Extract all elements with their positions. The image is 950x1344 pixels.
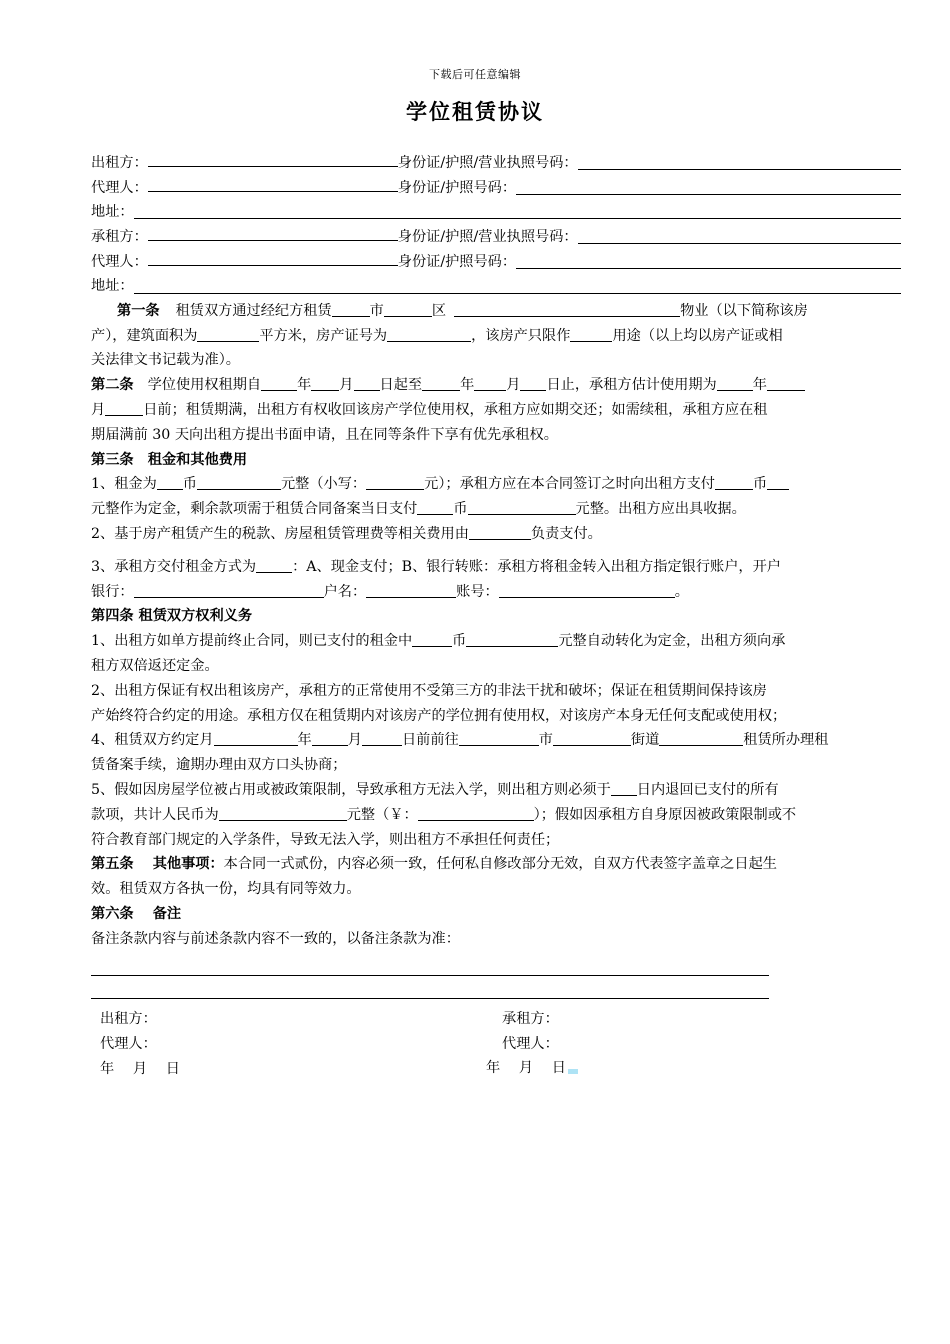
article-6-text: 备注条款内容与前述条款内容不一致的，以备注条款为准： <box>91 930 460 947</box>
deposit-currency-blank[interactable] <box>715 473 753 490</box>
article-4-p5-line-2: 款项，共计人民币为 元整（￥： ）；假如因承租方自身原因被政策限制或不 <box>91 803 901 828</box>
lessee-blank[interactable] <box>148 224 398 241</box>
lessee-address-blank[interactable] <box>134 277 901 294</box>
lessor-label: 出租方： <box>91 155 148 171</box>
article-4-p5-line-1: 5、假如因房屋学位被占用或被政策限制，导致承租方无法入学，则出租方则必须于 日内退回已支付的所有 <box>91 778 901 803</box>
article-4-p1-line-1: 1、出租方如单方提前终止合同，则已支付的租金中 币 元整自动转化为定金，出租方须向承 <box>91 629 901 654</box>
header-note: 下载后可任意编辑 <box>429 68 521 81</box>
lessee-agent-id-blank[interactable] <box>516 252 901 269</box>
lessee-label: 承租方： <box>91 229 148 246</box>
lessor-agent-id-blank[interactable] <box>516 178 901 195</box>
article-4-p2-line-1: 2、出租方保证有权出租该房产，承租方的正常使用不受第三方的非法干扰和破坏；保证在租赁期间保持该房 <box>91 682 767 699</box>
lessor-agent-id-label: 身份证/护照号码： <box>397 179 517 196</box>
refund-small-blank[interactable] <box>418 804 534 821</box>
lessee-date-label: 年 月 日 <box>486 1060 566 1076</box>
lessee-id-label: 身份证/护照/营业执照号码： <box>397 229 578 246</box>
article-3-heading: 第三条 租金和其他费用 <box>91 451 248 468</box>
bank-blank[interactable] <box>134 581 324 598</box>
article-4-heading: 第四条 租赁双方权利义务 <box>91 608 253 625</box>
filing-month-blank[interactable] <box>214 729 298 746</box>
use-year-blank-2[interactable] <box>767 374 805 391</box>
highlight-mark <box>568 1069 578 1074</box>
end-year-blank[interactable] <box>422 374 460 391</box>
lessor-address-label: 地址： <box>91 203 134 220</box>
area-blank[interactable] <box>197 325 259 342</box>
article-3-p1-line-2: 元整作为定金，剩余款项需于租赁合同备案当日支付 币 元整。出租方应出具收据。 <box>91 497 901 522</box>
lessor-agent-sign-label: 代理人： <box>100 1035 157 1052</box>
filing-office-blank[interactable] <box>659 729 743 746</box>
lessee-date-block <box>486 1056 578 1081</box>
lessor-id-label: 身份证/护照/营业执照号码： <box>397 155 578 171</box>
agreement-body <box>91 150 901 952</box>
lessor-agent-row <box>91 175 901 200</box>
lessor-agent-label: 代理人： <box>91 179 148 196</box>
account-name-blank[interactable] <box>366 581 456 598</box>
article-5-heading: 第五条 其他事项： <box>91 856 224 873</box>
city-blank[interactable] <box>332 300 370 317</box>
rent-amount-blank[interactable] <box>197 473 281 490</box>
rent-small-blank[interactable] <box>366 473 424 490</box>
article-1-line-3: 关法律文书记载为准）。 <box>91 352 240 369</box>
lessee-address-label: 地址： <box>91 277 134 294</box>
article-5-line-2: 效。租赁双方各执一份，均具有同等效力。 <box>91 881 361 898</box>
article-6-heading: 第六条 备注 <box>91 905 182 922</box>
balance-currency-blank[interactable] <box>417 498 453 515</box>
lessee-id-blank[interactable] <box>578 227 901 244</box>
lessor-sign-label: 出租方： <box>100 1011 157 1027</box>
article-3-p3-line-2: 银行： 户名： 账号： 。 <box>91 580 901 605</box>
refund-rmb-blank[interactable] <box>219 804 347 821</box>
refund-days-blank[interactable] <box>611 779 637 796</box>
lessee-agent-sign-label: 代理人： <box>502 1035 559 1052</box>
balance-amount-blank[interactable] <box>468 498 576 515</box>
article-4-p1-line-2: 租方双倍返还定金。 <box>91 657 219 674</box>
payment-method-blank[interactable] <box>256 556 292 573</box>
filing-street-blank[interactable] <box>553 729 631 746</box>
end-day-blank[interactable] <box>520 374 546 391</box>
lessor-row <box>91 150 901 175</box>
remarks-line-2[interactable] <box>91 998 769 999</box>
article-4-p2-line-2: 产始终符合约定的用途。承租方仅在租赁期内对该房产的学位拥有使用权，对该房产本身无任何支配或使用权； <box>91 707 787 724</box>
district-blank[interactable] <box>384 300 432 317</box>
lessee-agent-label: 代理人： <box>91 254 148 271</box>
lessee-agent-blank[interactable] <box>148 249 398 266</box>
lessee-address-row <box>91 274 901 299</box>
start-year-blank[interactable] <box>261 374 297 391</box>
use-year-blank[interactable] <box>717 374 753 391</box>
cert-no-blank[interactable] <box>387 325 471 342</box>
document-title: 学位租赁协议 <box>406 99 544 124</box>
fee-payer-blank[interactable] <box>469 523 531 540</box>
forfeit-currency-blank[interactable] <box>412 630 452 647</box>
remarks-line-1[interactable] <box>91 975 769 976</box>
forfeit-amount-blank[interactable] <box>466 630 558 647</box>
article-5-line-1: 第五条 其他事项：本合同一式贰份，内容必须一致，任何私自修改部分无效，自双方代表签字盖章之日起生 <box>91 856 777 873</box>
lessor-id-blank[interactable] <box>578 153 901 170</box>
lessor-date-label: 年 月 日 <box>100 1060 180 1077</box>
lessee-agent-row <box>91 249 901 274</box>
article-2-line-1: 第二条 学位使用权租期自 年 月 日起至 年 月 日止，承租方估计使用期为 年 <box>91 373 901 398</box>
article-2-line-2: 月 日前；租赁期满，出租方有权收回该房产学位使用权，承租方应如期交还；如需续租，承租方应在租 <box>91 398 901 423</box>
start-day-blank[interactable] <box>354 374 380 391</box>
article-1-line-2: 产），建筑面积为 平方米，房产证号为 ，该房产只限作 用途（以上均以房产证或相 <box>91 324 901 349</box>
lessor-signature-block <box>100 1007 180 1081</box>
lessor-address-blank[interactable] <box>134 202 901 219</box>
lessee-sign-label: 承租方： <box>502 1011 559 1027</box>
usage-blank[interactable] <box>570 325 612 342</box>
article-3-p2: 2、基于房产租赁产生的税款、房屋租赁管理费等相关费用由 负责支付。 <box>91 522 901 547</box>
article-1-heading: 第一条 <box>117 302 160 319</box>
article-2-line-3: 期届满前 30 天向出租方提出书面申请，且在同等条件下享有优先承租权。 <box>91 426 558 443</box>
use-month-blank[interactable] <box>105 399 143 416</box>
deposit-amount-blank[interactable] <box>767 473 789 490</box>
lessor-agent-blank[interactable] <box>148 175 398 192</box>
lessee-signature-block <box>502 1007 559 1057</box>
lessor-address-row <box>91 200 901 225</box>
article-4-p4-line-1: 4、租赁双方约定月 年 月 日前前往 市 街道 租赁所办理租 <box>91 728 901 753</box>
start-month-blank[interactable] <box>311 374 339 391</box>
article-2-heading: 第二条 <box>91 377 134 394</box>
filing-city-blank[interactable] <box>459 729 539 746</box>
article-3-p1-line-1: 1、租金为 币 元整（小写： 元）；承租方应在本合同签订之时向出租方支付 币 <box>91 472 901 497</box>
article-4-p5-line-3: 符合教育部门规定的入学条件，导致无法入学，则出租方不承担任何责任； <box>91 831 560 848</box>
lessor-blank[interactable] <box>148 150 398 167</box>
article-3-p3-line-1: 3、承租方交付租金方式为 ：A、现金支付；B、银行转账：承租方将租金转入出租方指定银行账户，开户 <box>91 555 901 580</box>
end-month-blank[interactable] <box>474 374 506 391</box>
property-blank[interactable] <box>454 300 680 317</box>
account-number-blank[interactable] <box>499 581 675 598</box>
lessee-agent-id-label: 身份证/护照号码： <box>397 254 517 271</box>
article-4-p4-line-2: 赁备案手续，逾期办理由双方口头协商； <box>91 757 347 774</box>
filing-year-blank[interactable] <box>312 729 348 746</box>
lessee-row <box>91 224 901 249</box>
rent-currency-blank[interactable] <box>157 473 183 490</box>
article-1-line-1: 第一条 租赁双方通过经纪方租赁 市 区 物业（以下简称该房 <box>91 299 901 324</box>
filing-day-blank[interactable] <box>362 729 402 746</box>
